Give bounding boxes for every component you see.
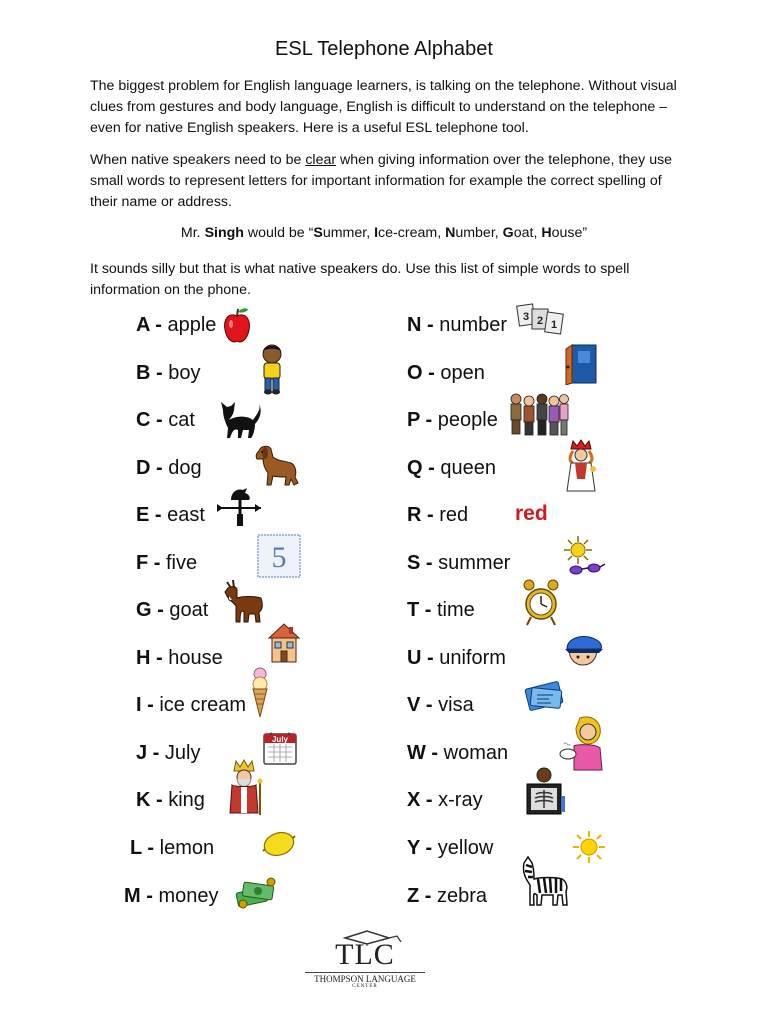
word: boy [162, 362, 201, 384]
para2-after: when giving information over the telephone, they use small words to represent letters for important information for example the correct spelling of their name or address. [90, 152, 673, 210]
letter: S - [407, 552, 433, 574]
boy-icon [256, 342, 288, 396]
letter: X - [407, 789, 433, 811]
example-letter: S [313, 225, 323, 241]
alphabet-row-n [407, 314, 507, 337]
example-sep: , [494, 225, 503, 241]
example-prefix: Mr. [180, 225, 205, 241]
letter: A - [136, 314, 162, 336]
sun-sunglasses-icon [562, 534, 606, 578]
letter: H - [136, 647, 163, 669]
letter: I - [136, 694, 154, 716]
letter: Q - [407, 457, 435, 479]
alarm-clock-icon [522, 577, 560, 629]
letter: K - [136, 789, 163, 811]
goat-icon [223, 578, 267, 624]
example-sep: , [533, 225, 542, 241]
example-line [0, 225, 768, 241]
letter: C - [136, 409, 163, 431]
letter: D - [136, 457, 163, 479]
alphabet-row-g [136, 599, 208, 622]
open-door-icon [564, 343, 600, 385]
word: house [162, 647, 223, 669]
queen-icon [563, 439, 599, 495]
letter: R - [407, 504, 434, 526]
page-title: ESL Telephone Alphabet [275, 38, 493, 60]
letter: Z - [407, 885, 432, 907]
word: east [161, 504, 205, 526]
letter: O - [407, 362, 435, 384]
alphabet-row-i [136, 694, 246, 717]
word: dog [162, 457, 202, 479]
letter: B - [136, 362, 163, 384]
alphabet-row-f [136, 552, 197, 575]
clear-word: clear [305, 152, 337, 168]
number-five-icon [256, 533, 302, 579]
alphabet-row-j [136, 742, 200, 765]
letter: N - [407, 314, 434, 336]
word: woman [438, 742, 509, 764]
para2-before: When native speakers need to be [90, 152, 306, 168]
word: king [162, 789, 205, 811]
word: zebra [431, 885, 488, 907]
apple-icon [222, 306, 252, 346]
alphabet-row-e [136, 504, 205, 527]
passport-icon [521, 681, 567, 713]
numbers-icon [516, 301, 564, 337]
example-end: ” [582, 225, 588, 241]
word: five [160, 552, 198, 574]
alphabet-row-t [407, 599, 475, 622]
svg-text:2: 2 [536, 315, 544, 327]
example-rest: umber [455, 225, 495, 241]
example-rest: ummer [322, 225, 367, 241]
letter: Y - [407, 837, 433, 859]
word: lemon [154, 837, 215, 859]
money-icon [233, 876, 279, 910]
xray-icon [523, 766, 567, 818]
alphabet-row-v [407, 694, 474, 717]
word: yellow [432, 837, 494, 859]
word: cat [162, 409, 195, 431]
lemon-icon [262, 829, 296, 859]
word: apple [161, 314, 217, 336]
woman-icon [556, 714, 606, 772]
word: x-ray [432, 789, 483, 811]
sun-icon [572, 830, 606, 864]
example-letter: N [445, 225, 456, 241]
intro-paragraph: The biggest problem for English language learners, is talking on the telephone. Without visual clues from gestures and body language, English is difficult to understand on the telephone – even for native English speakers. Here is a useful ESL telephone tool. [90, 78, 677, 136]
word: summer [432, 552, 511, 574]
word: uniform [433, 647, 506, 669]
example-letter: H [541, 225, 552, 241]
alphabet-row-w [407, 742, 508, 765]
letter: U - [407, 647, 434, 669]
dog-icon [253, 443, 301, 489]
alphabet-row-z [407, 885, 487, 908]
word: queen [434, 457, 496, 479]
letter: M - [124, 885, 153, 907]
svg-text:1: 1 [550, 319, 558, 331]
example-letter: I [374, 225, 379, 241]
example-middle: would be “ [243, 225, 314, 241]
word: open [434, 362, 485, 384]
word: visa [432, 694, 474, 716]
alphabet-row-a [136, 314, 216, 337]
logo-letters: TLC [335, 938, 395, 971]
alphabet-row-p [407, 409, 498, 432]
alphabet-row-r [407, 504, 468, 527]
example-letter: G [502, 225, 514, 241]
five-label: 5 [271, 541, 287, 574]
calendar-label: July [271, 735, 289, 744]
king-icon [226, 759, 266, 817]
alphabet-row-c [136, 409, 195, 432]
example-rest: ouse [551, 225, 583, 241]
alphabet-row-x [407, 789, 483, 812]
alphabet-row-o [407, 362, 485, 385]
house-icon [267, 622, 301, 664]
example-rest: oat [513, 225, 534, 241]
example-sep: , [437, 225, 446, 241]
word: people [432, 409, 498, 431]
ice-cream-icon [249, 667, 271, 719]
alphabet-row-y [407, 837, 493, 860]
weathervane-icon [215, 486, 265, 530]
clear-paragraph [90, 150, 680, 213]
example-rest: ce-cream [378, 225, 438, 241]
word: ice cream [153, 694, 247, 716]
letter: W - [407, 742, 439, 764]
people-icon [508, 391, 570, 437]
alphabet-row-u [407, 647, 506, 670]
letter: L - [130, 837, 155, 859]
alphabet-row-d [136, 457, 202, 480]
zebra-icon [520, 855, 572, 909]
alphabet-row-s [407, 552, 510, 575]
calendar-icon [262, 730, 298, 766]
word: time [431, 599, 475, 621]
red-word: red [515, 502, 548, 525]
letter: J - [136, 742, 160, 764]
word: July [159, 742, 201, 764]
alphabet-row-l [130, 837, 214, 860]
alphabet-row-q [407, 457, 496, 480]
letter: F - [136, 552, 161, 574]
letter: V - [407, 694, 433, 716]
example-name: Singh [204, 225, 244, 241]
logo-name: THOMPSON LANGUAGE [305, 972, 425, 984]
svg-text:3: 3 [522, 311, 530, 323]
uniform-cap-icon [563, 633, 605, 669]
letter: P - [407, 409, 433, 431]
tlc-logo [305, 928, 425, 989]
alphabet-row-h [136, 647, 223, 670]
word: money [152, 885, 219, 907]
letter: G - [136, 599, 164, 621]
alphabet-row-m [124, 885, 218, 908]
graduation-cap-icon [305, 928, 425, 946]
instructions-paragraph: It sounds silly but that is what native speakers do. Use this list of simple words to spell information on the phone. [90, 261, 630, 298]
word: goat [163, 599, 209, 621]
cat-icon [215, 400, 263, 440]
word: red [433, 504, 469, 526]
letter: E - [136, 504, 162, 526]
logo-center: CENTER [352, 984, 378, 989]
example-sep: , [366, 225, 375, 241]
alphabet-row-b [136, 362, 200, 385]
word: number [433, 314, 508, 336]
letter: T - [407, 599, 432, 621]
alphabet-row-k [136, 789, 205, 812]
